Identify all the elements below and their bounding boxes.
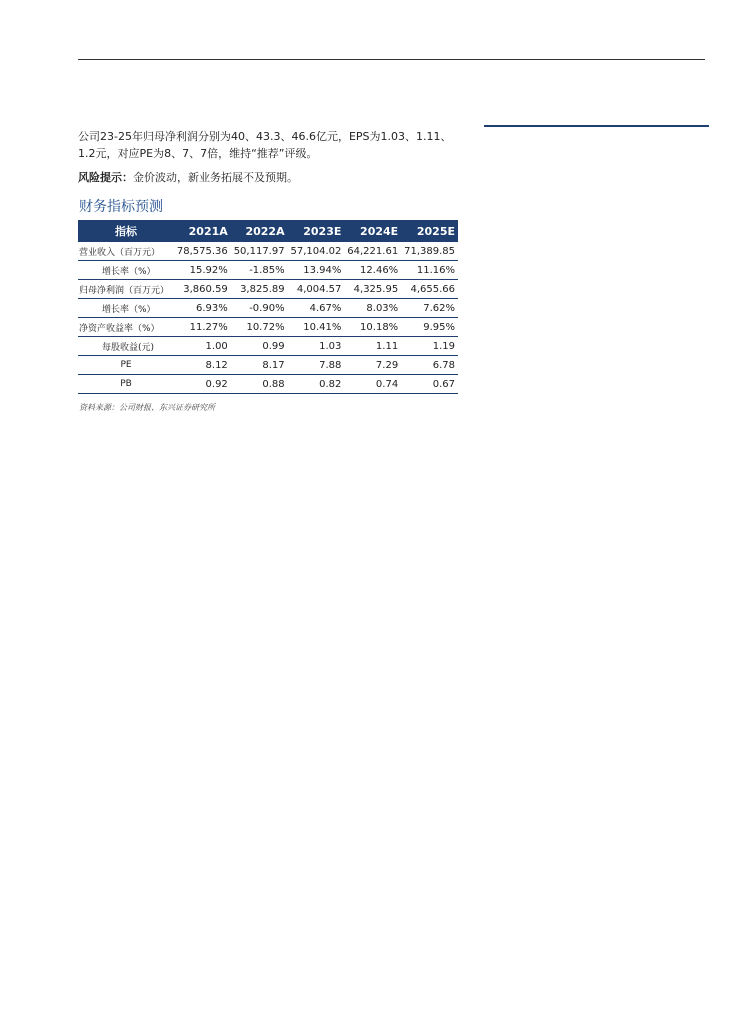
table-header-row [78, 220, 458, 242]
table-cell: 8.17 [231, 356, 288, 375]
table-cell: 0.67 [401, 375, 458, 394]
table-row [78, 242, 458, 261]
table-cell: 0.99 [231, 337, 288, 356]
table-cell: 0.88 [231, 375, 288, 394]
table-row [78, 375, 458, 394]
row-label: 净资产收益率（%） [78, 318, 174, 337]
header-rule [78, 59, 705, 60]
summary-line-2: 1.2元，对应PE为8、7、7倍，维持“推荐”评级。 [78, 147, 318, 160]
row-label: 营业收入（百万元） [78, 242, 174, 261]
table-cell: 57,104.02 [288, 242, 345, 261]
row-label: PB [78, 375, 174, 394]
table-cell: 4,655.66 [401, 280, 458, 299]
table-cell: 3,825.89 [231, 280, 288, 299]
table-cell: 7.62% [401, 299, 458, 318]
source-note: 资料来源：公司财报、东兴证券研究所 [79, 403, 215, 412]
header-cell: 2024E [360, 224, 399, 238]
header-cell: 2023E [303, 224, 342, 238]
table-cell: 0.82 [288, 375, 345, 394]
table-cell: 15.92% [174, 261, 231, 280]
row-label: PE [78, 356, 174, 375]
table-cell: 4,325.95 [344, 280, 401, 299]
table-cell: -1.85% [231, 261, 288, 280]
header-cell: 2021A [188, 224, 228, 238]
summary-paragraph [78, 128, 468, 162]
header-cell: 2022A [245, 224, 285, 238]
risk-label: 风险提示： [78, 171, 133, 184]
header-cell: 2025E [416, 224, 455, 238]
table-row [78, 337, 458, 356]
table-cell: 1.19 [401, 337, 458, 356]
row-label: 增长率（%） [78, 299, 174, 318]
financial-forecast-table [78, 220, 458, 394]
table-cell: 1.03 [288, 337, 345, 356]
table-cell: 3,860.59 [174, 280, 231, 299]
section-title: 财务指标预测 [79, 199, 163, 215]
table-cell: 64,221.61 [344, 242, 401, 261]
table-cell: 0.92 [174, 375, 231, 394]
table-cell: 1.11 [344, 337, 401, 356]
header-cell: 指标 [115, 225, 137, 238]
table-cell: 0.74 [344, 375, 401, 394]
row-label: 归母净利润（百万元） [78, 280, 174, 299]
table-row [78, 261, 458, 280]
table-cell: 13.94% [288, 261, 345, 280]
table-cell: 10.18% [344, 318, 401, 337]
table-cell: 71,389.85 [401, 242, 458, 261]
table-cell: 50,117.97 [231, 242, 288, 261]
table-cell: 11.27% [174, 318, 231, 337]
table-cell: 7.29 [344, 356, 401, 375]
table-cell: 4,004.57 [288, 280, 345, 299]
risk-paragraph [78, 169, 468, 186]
table-cell: 10.72% [231, 318, 288, 337]
row-label: 每股收益(元) [78, 337, 174, 356]
table-row [78, 318, 458, 337]
table-row [78, 356, 458, 375]
table-row [78, 299, 458, 318]
table-cell: 78,575.36 [174, 242, 231, 261]
sidebar-rule [484, 125, 709, 127]
table-cell: 4.67% [288, 299, 345, 318]
table-cell: 1.00 [174, 337, 231, 356]
table-cell: 12.46% [344, 261, 401, 280]
table-cell: -0.90% [231, 299, 288, 318]
table-cell: 8.03% [344, 299, 401, 318]
row-label: 增长率（%） [78, 261, 174, 280]
table-cell: 9.95% [401, 318, 458, 337]
table-cell: 6.78 [401, 356, 458, 375]
table-cell: 10.41% [288, 318, 345, 337]
summary-line-1: 公司23-25年归母净利润分别为40、43.3、46.6亿元，EPS为1.03、1.11、 [78, 130, 452, 143]
risk-text: 金价波动，新业务拓展不及预期。 [133, 171, 298, 184]
table-cell: 8.12 [174, 356, 231, 375]
table-row [78, 280, 458, 299]
table-cell: 11.16% [401, 261, 458, 280]
table-cell: 6.93% [174, 299, 231, 318]
table-cell: 7.88 [288, 356, 345, 375]
